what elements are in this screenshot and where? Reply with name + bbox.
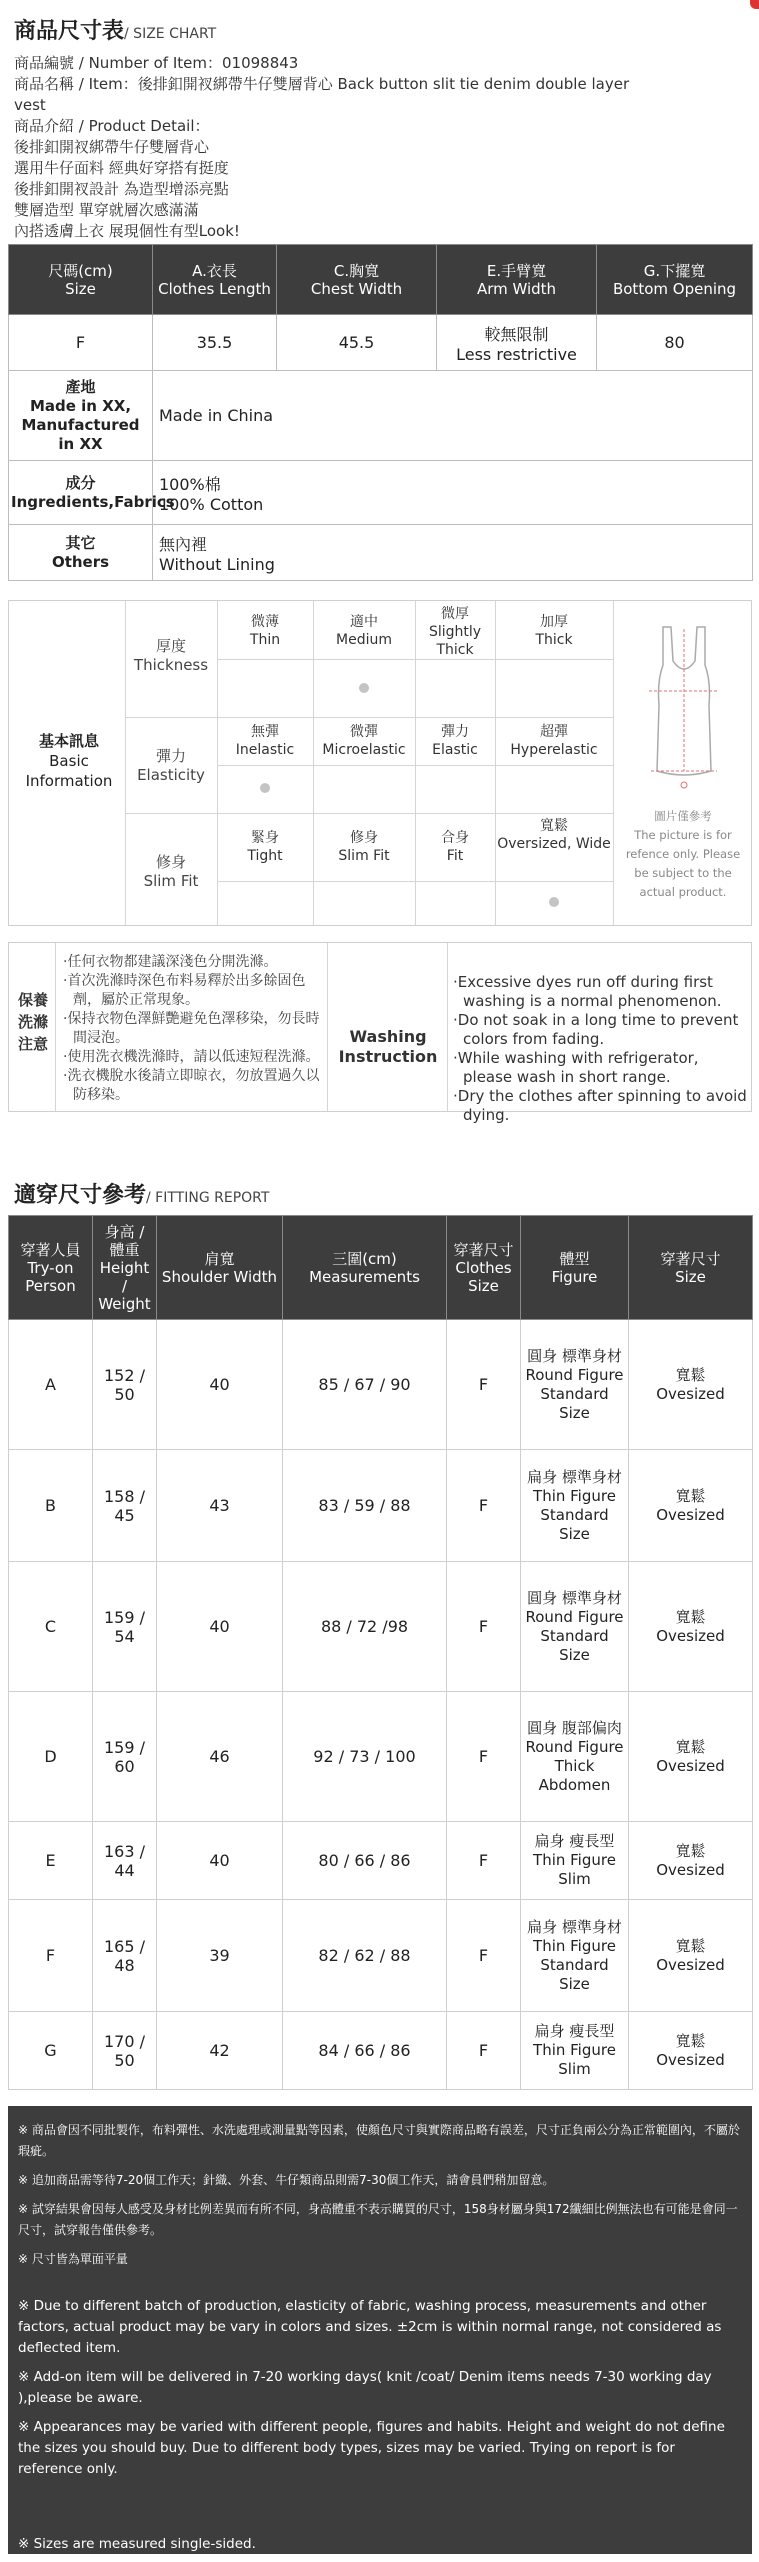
option-en: Inelastic (235, 742, 295, 758)
material-value-zh: 100%棉 (159, 474, 221, 494)
info-line: 商品編號 / Number of Item：01098843 (14, 54, 299, 72)
option-zh: 超彈 (540, 724, 568, 740)
material-label-en: Ingredients,Fabrics (11, 492, 175, 511)
fit-size-cell (629, 1450, 753, 1562)
col-header-zh: A.衣長 (192, 261, 237, 280)
figure-cell-zh: 圓身 標準身材 (527, 1346, 622, 1365)
height-weight-cell: 152 / 50 (93, 1320, 157, 1450)
spacer (18, 2488, 742, 2534)
clothes-size-cell: F (447, 1320, 521, 1450)
fit-size-cell-zh: 寬鬆 (675, 1607, 706, 1626)
person-cell: F (9, 1900, 93, 2012)
fitting-body (9, 1320, 753, 2090)
fitting-title-sub: / FITTING REPORT (146, 1190, 270, 1206)
measurements-cell: 84 / 66 / 86 (283, 2012, 447, 2090)
note-en: ※ Add-on item will be delivered in 7-20 working days( knit /coat/ Denim items needs 7-30 working day ),please be aware. (18, 2369, 712, 2406)
table-row (9, 1320, 753, 1450)
measurements-cell: 80 / 66 / 86 (283, 1822, 447, 1900)
slimfit-option (415, 829, 495, 865)
height-weight-cell: 163 / 44 (93, 1822, 157, 1900)
figure-cell (521, 1900, 629, 2012)
origin-row (9, 371, 753, 461)
elasticity-option (313, 723, 415, 759)
thickness-option (415, 605, 495, 659)
shoulder-cell: 46 (157, 1692, 283, 1822)
fitting-header (9, 1216, 753, 1320)
basic-info-grid (125, 601, 613, 925)
option-zh: 緊身 (251, 830, 279, 846)
product-info (14, 53, 754, 242)
care-title: 保養洗滌注意 (17, 991, 48, 1053)
option-en: Fit (446, 848, 464, 864)
elasticity-option (495, 723, 613, 759)
figure-cell (521, 1450, 629, 1562)
figure-cell-zh: 扁身 瘦長型 (534, 1832, 615, 1850)
fit-col-header-zh: 肩寬 (204, 1249, 235, 1268)
fit-size-cell (629, 1822, 753, 1900)
shoulder-cell: 40 (157, 1822, 283, 1900)
col-header-en: Clothes Length (158, 279, 271, 298)
material-row (9, 461, 753, 525)
fit-size-cell (629, 1562, 753, 1692)
fit-col-header-en: Try-on Person (25, 1258, 76, 1295)
thickness-option (313, 613, 415, 649)
figure-cell-en: Thin Figure Slim (533, 2041, 616, 2078)
vest-outline-icon (643, 621, 725, 793)
figure-cell (521, 1562, 629, 1692)
thickness-option (217, 613, 313, 649)
fitting-title-zh: 適穿尺寸參考 (14, 1183, 147, 1208)
origin-label-en: Made in XX, Manufactured in XX (21, 396, 140, 453)
col-header-zh: E.手臂寬 (486, 261, 547, 280)
info-line: 雙層造型 單穿就層次感滿滿 (14, 201, 199, 219)
thickness-label-zh: 厚度 (155, 637, 186, 655)
option-en: Thin (249, 632, 281, 648)
slimfit-option (217, 829, 313, 865)
shoulder-cell: 43 (157, 1450, 283, 1562)
shoulder-cell: 40 (157, 1320, 283, 1450)
option-zh: 微厚 (441, 606, 469, 622)
col-header (597, 245, 753, 315)
clothes-size-cell: F (447, 1450, 521, 1562)
fit-col-header (629, 1216, 753, 1320)
care-en-list (453, 973, 749, 1125)
fit-size-cell-zh: 寬鬆 (675, 1841, 706, 1860)
col-header (9, 245, 153, 315)
option-en: Oversized, Wide (497, 836, 611, 852)
size-cell: F (9, 315, 153, 371)
table-row (9, 2012, 753, 2090)
measurements-cell: 88 / 72 /98 (283, 1562, 447, 1692)
col-header (153, 245, 277, 315)
option-en: Slightly Thick (428, 624, 482, 658)
option-zh: 適中 (350, 614, 378, 630)
notes-panel (8, 2106, 752, 2554)
note-en: ※ Appearances may be varied with different people, figures and habits. Height and weight do not define the sizes you should buy. Due to different body types, sizes may be varied. Trying on report is for reference only. (18, 2419, 725, 2477)
option-zh: 寬鬆 (540, 818, 568, 834)
fit-col-header (447, 1216, 521, 1320)
person-cell: E (9, 1822, 93, 1900)
clothes-size-cell: F (447, 1822, 521, 1900)
height-weight-cell: 170 / 50 (93, 2012, 157, 2090)
note-zh: ※ 商品會因不同批製作，布料彈性、水洗處理或測量點等因素，使顏色尺寸與實際商品略有誤差，尺寸正負兩公分為正常範圍內，不屬於瑕疵。 (18, 2123, 740, 2158)
fit-col-header-en: Shoulder Width (161, 1267, 278, 1286)
clothes-size-cell: F (447, 1692, 521, 1822)
person-cell: C (9, 1562, 93, 1692)
fit-size-cell-en: Ovesized (656, 1384, 725, 1403)
option-zh: 微彈 (350, 724, 378, 740)
basic-info-title-en: Basic Information (25, 752, 113, 790)
option-zh: 合身 (441, 830, 469, 846)
care-en-text: Do not soak in a long time to prevent colors from fading. (457, 1011, 739, 1048)
col-header (277, 245, 437, 315)
height-weight-cell: 165 / 48 (93, 1900, 157, 2012)
slimfit-option (495, 817, 613, 853)
elasticity-label-en: Elasticity (137, 766, 205, 784)
elasticity-option (217, 723, 313, 759)
fit-col-header-zh: 穿著尺寸 (660, 1249, 721, 1268)
material-label-zh: 成分 (65, 473, 96, 492)
info-line: 商品介紹 / Product Detail： (14, 117, 210, 135)
fit-col-header-en: Measurements (309, 1267, 420, 1286)
others-value (153, 525, 753, 581)
care-zh-item: ·使用洗衣機洗滌時，請以低速短程洗滌。 (63, 1049, 320, 1065)
divider (125, 717, 613, 718)
fit-col-header-en: Clothes Size (455, 1258, 512, 1295)
note-zh: ※ 尺寸皆為單面平量 (18, 2252, 128, 2266)
care-en-item: ·Do not soak in a long time to prevent colors from fading. (453, 1011, 739, 1048)
care-en-item: ·Dry the clothes after spinning to avoid dying. (453, 1087, 747, 1124)
info-line: vest (14, 96, 46, 114)
figure-cell-en: Thin Figure Standard Size (533, 1936, 616, 1993)
chest-cell: 45.5 (277, 315, 437, 371)
measurements-cell: 92 / 73 / 100 (283, 1692, 447, 1822)
care-zh-text: 保持衣物色澤鮮艷避免色澤移染，勿長時間浸泡。 (67, 1011, 320, 1046)
size-table-header (9, 245, 753, 315)
elasticity-option (415, 723, 495, 759)
figure-cell-zh: 扁身 標準身材 (527, 1917, 622, 1936)
fit-size-cell-en: Ovesized (656, 1955, 725, 1974)
care-en-item: ·While washing with refrigerator, please wash in short range. (453, 1049, 699, 1086)
arm-cell (437, 315, 597, 371)
reference-caption-zh: 圖片僅參考 (654, 809, 712, 823)
option-en: Slim Fit (338, 848, 390, 864)
bottom-cell: 80 (597, 315, 753, 371)
fit-col-header-en: Size (675, 1267, 706, 1286)
fit-size-cell-zh: 寬鬆 (675, 1365, 706, 1384)
care-panel (8, 942, 752, 1124)
height-weight-cell: 159 / 54 (93, 1562, 157, 1692)
fit-size-cell-zh: 寬鬆 (675, 1737, 706, 1756)
option-zh: 加厚 (540, 614, 568, 630)
washing-instruction-label: Washing Instruction (338, 1027, 438, 1066)
figure-cell (521, 1822, 629, 1900)
option-en: Hyperelastic (510, 742, 598, 758)
col-header-en: Arm Width (476, 279, 557, 298)
col-header-en: Size (65, 279, 96, 298)
elasticity-selected-dot (260, 783, 270, 793)
care-en-text: Excessive dyes run off during first washing is a normal phenomenon. (457, 973, 722, 1010)
care-zh-text: 洗衣機脫水後請立即晾衣，勿放置過久以防移染。 (67, 1068, 320, 1103)
fit-size-cell-zh: 寬鬆 (675, 1936, 706, 1955)
care-zh-text: 使用洗衣機洗滌時，請以低速短程洗滌。 (67, 1049, 320, 1065)
fit-size-cell-zh: 寬鬆 (675, 2031, 706, 2050)
table-row (9, 1450, 753, 1562)
elasticity-label (125, 747, 217, 785)
fit-col-header-zh: 身高 / 體重 (104, 1222, 145, 1259)
fit-col-header (521, 1216, 629, 1320)
option-en: Thick (535, 632, 573, 648)
care-zh-item: ·首次洗滌時深色布料易釋於出多餘固色劑，屬於正常現象。 (63, 973, 306, 1008)
person-cell: A (9, 1320, 93, 1450)
figure-cell-en: Round Figure Standard Size (525, 1365, 624, 1422)
option-zh: 無彈 (251, 724, 279, 740)
option-zh: 修身 (350, 830, 378, 846)
slimfit-label (125, 853, 217, 891)
fit-size-cell-en: Ovesized (656, 1626, 725, 1645)
care-en-item: ·Excessive dyes run off during first washing is a normal phenomenon. (453, 973, 722, 1010)
clothes-size-cell: F (447, 2012, 521, 2090)
height-weight-cell: 158 / 45 (93, 1450, 157, 1562)
others-value-en: Without Lining (159, 554, 275, 574)
fitting-table (8, 1215, 753, 2090)
origin-label-zh: 產地 (65, 377, 96, 396)
note-zh: ※ 試穿結果會因每人感受及身材比例差異而有所不同，身高體重不表示購買的尺寸，158身材屬身與172纖細比例無法也有可能是會同一尺寸，試穿報告僅供參考。 (18, 2202, 738, 2237)
others-label (9, 525, 153, 581)
col-header-zh: G.下擺寬 (643, 261, 706, 280)
others-value-zh: 無內裡 (159, 534, 208, 554)
material-value-en: 100% Cotton (159, 494, 264, 514)
care-zh-list (63, 953, 325, 1105)
fit-col-header (157, 1216, 283, 1320)
care-zh-item: ·任何衣物都建議深淺色分開洗滌。 (63, 954, 278, 970)
figure-cell (521, 2012, 629, 2090)
note-en: ※ Due to different batch of production, elasticity of fabric, washing process, measurements and other factors, actual product may be vary in colors and sizes. ±2cm is within normal range, not considered as deflected item. (18, 2298, 722, 2356)
fit-col-header (283, 1216, 447, 1320)
fit-col-header-en: Figure (551, 1267, 598, 1286)
measurements-cell: 82 / 62 / 88 (283, 1900, 447, 2012)
reference-caption-en: The picture is for refence only. Please be subject to the actual product. (625, 828, 741, 899)
thickness-option (495, 613, 613, 649)
figure-cell-en: Round Figure Standard Size (525, 1607, 624, 1664)
col-header-en: Bottom Opening (612, 279, 737, 298)
figure-cell-zh: 扁身 瘦長型 (534, 2022, 615, 2040)
origin-value: Made in China (153, 371, 753, 461)
corner-mark (750, 0, 759, 9)
measurements-cell: 83 / 59 / 88 (283, 1450, 447, 1562)
shoulder-cell: 39 (157, 1900, 283, 2012)
basic-info-panel (8, 600, 752, 926)
slimfit-label-en: Slim Fit (143, 872, 199, 890)
thickness-label-en: Thickness (133, 656, 209, 674)
size-table (8, 244, 753, 581)
slimfit-selected-dot (549, 897, 559, 907)
length-cell: 35.5 (153, 315, 277, 371)
option-en: Elastic (432, 742, 478, 758)
arm-en: Less restrictive (456, 344, 577, 364)
others-label-en: Others (51, 552, 110, 571)
col-header-zh: 尺碼(cm) (48, 261, 113, 280)
divider (495, 601, 496, 925)
option-en: Microelastic (322, 742, 406, 758)
fit-size-cell (629, 1692, 753, 1822)
basic-info-title-zh: 基本訊息 (38, 732, 99, 750)
divider (217, 601, 218, 925)
fit-size-cell-en: Ovesized (656, 1860, 725, 1879)
figure-cell-en: Thin Figure Slim (533, 1851, 616, 1888)
fit-size-cell (629, 1900, 753, 2012)
figure-cell-zh: 扁身 標準身材 (527, 1467, 622, 1486)
info-line: 商品名稱 / Item：後排釦開衩綁帶牛仔雙層背心 Back button slit tie denim double layer (14, 75, 630, 93)
arm-zh: 較無限制 (484, 324, 549, 344)
fit-col-header (93, 1216, 157, 1320)
divider (447, 943, 448, 1111)
basic-info-title (13, 731, 125, 791)
shoulder-cell: 42 (157, 2012, 283, 2090)
header (14, 14, 754, 242)
reference-caption (621, 807, 745, 902)
figure-cell-en: Round Figure Thick Abdomen (525, 1737, 624, 1794)
fit-size-cell (629, 2012, 753, 2090)
divider (327, 943, 328, 1111)
person-cell: D (9, 1692, 93, 1822)
fit-col-header-zh: 三圍(cm) (332, 1249, 397, 1268)
slimfit-label-zh: 修身 (155, 853, 186, 871)
fit-col-header-en: Height / Weight (98, 1258, 151, 1313)
care-en-text: While washing with refrigerator, please wash in short range. (457, 1049, 699, 1086)
note-en: ※ Sizes are measured single-sided. (18, 2536, 256, 2552)
fit-col-header-zh: 體型 (559, 1249, 590, 1268)
info-line: 後排釦開衩綁帶牛仔雙層背心 (14, 138, 210, 156)
table-row (9, 1562, 753, 1692)
table-row (9, 1692, 753, 1822)
care-en-text: Dry the clothes after spinning to avoid dying. (457, 1087, 747, 1124)
divider (613, 601, 614, 925)
elasticity-label-zh: 彈力 (155, 747, 186, 765)
thickness-label (125, 637, 217, 675)
table-row (9, 315, 753, 371)
col-header-zh: C.胸寬 (333, 261, 380, 280)
option-en: Medium (336, 632, 392, 648)
clothes-size-cell: F (447, 1562, 521, 1692)
option-en: Tight (247, 848, 283, 864)
page-title-zh: 商品尺寸表 (14, 19, 125, 44)
table-row (9, 1822, 753, 1900)
origin-label (9, 371, 153, 461)
fit-size-cell-en: Ovesized (656, 1756, 725, 1775)
measurements-cell: 85 / 67 / 90 (283, 1320, 447, 1450)
fit-size-cell (629, 1320, 753, 1450)
fitting-title (14, 1178, 269, 1209)
figure-cell-en: Thin Figure Standard Size (533, 1486, 616, 1543)
shoulder-cell: 40 (157, 1562, 283, 1692)
info-line: 後排釦開衩設計 為造型增添亮點 (14, 180, 229, 198)
material-value (153, 461, 753, 525)
fit-size-cell-en: Ovesized (656, 1505, 725, 1524)
slimfit-option (313, 829, 415, 865)
figure-cell-zh: 圓身 腹部偏肉 (527, 1718, 622, 1737)
material-label (9, 461, 175, 525)
care-zh-text: 任何衣物都建議深淺色分開洗滌。 (67, 954, 278, 970)
figure-cell (521, 1320, 629, 1450)
divider (55, 943, 56, 1111)
fit-col-header (9, 1216, 93, 1320)
figure-cell-zh: 圓身 標準身材 (527, 1588, 622, 1607)
fit-col-header-zh: 穿著人員 (20, 1240, 81, 1259)
col-header (437, 245, 597, 315)
figure-cell (521, 1692, 629, 1822)
clothes-size-cell: F (447, 1900, 521, 2012)
option-zh: 彈力 (441, 724, 469, 740)
spacer (18, 2278, 742, 2296)
care-zh-item: ·洗衣機脫水後請立即晾衣，勿放置過久以防移染。 (63, 1068, 320, 1103)
fit-size-cell-zh: 寬鬆 (675, 1486, 706, 1505)
option-zh: 微薄 (251, 614, 279, 630)
thickness-selected-dot (359, 683, 369, 693)
care-zh-text: 首次洗滌時深色布料易釋於出多餘固色劑，屬於正常現象。 (67, 973, 306, 1008)
divider (125, 813, 613, 814)
table-row (9, 1900, 753, 2012)
care-zh-item: ·保持衣物色澤鮮艷避免色澤移染，勿長時間浸泡。 (63, 1011, 320, 1046)
note-zh: ※ 追加商品需等待7-20個工作天；針織、外套、牛仔類商品則需7-30個工作天，請會員們稍加留意。 (18, 2173, 555, 2187)
fit-size-cell-en: Ovesized (656, 2050, 725, 2069)
info-line: 內搭透膚上衣 展現個性有型Look! (14, 222, 240, 240)
page-title-sub: / SIZE CHART (124, 26, 217, 42)
others-label-zh: 其它 (65, 533, 96, 552)
col-header-en: Chest Width (310, 279, 403, 298)
height-weight-cell: 159 / 60 (93, 1692, 157, 1822)
others-row (9, 525, 753, 581)
page-title (14, 14, 754, 45)
fit-col-header-zh: 穿著尺寸 (453, 1240, 514, 1259)
info-line: 選用牛仔面料 經典好穿搭有挺度 (14, 159, 229, 177)
person-cell: G (9, 2012, 93, 2090)
divider (313, 601, 314, 925)
person-cell: B (9, 1450, 93, 1562)
